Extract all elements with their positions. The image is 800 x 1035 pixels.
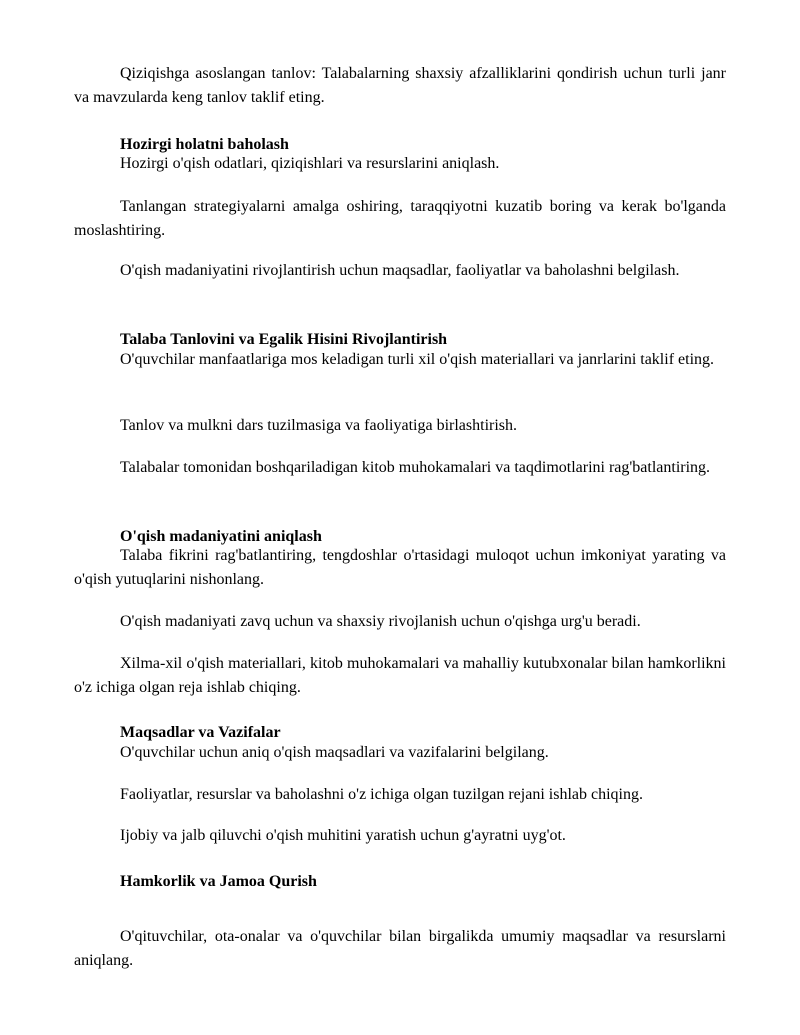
heading-goals-tasks: Maqsadlar va Vazifalar bbox=[120, 724, 281, 741]
paragraph-structured-plan: Faoliyatlar, resurslar va baholashni o'z ichiga olgan tuzilgan rejani ishlab chiqing. bbox=[120, 786, 643, 803]
heading-student-choice: Talaba Tanlovini va Egalik Hisini Rivojlantirish bbox=[120, 331, 448, 348]
paragraph-book-discussions: Talabalar tomonidan boshqariladigan kitob muhokamalari va taqdimotlarini rag'batlantiring. bbox=[120, 459, 711, 476]
paragraph-student-feedback: Talaba fikrini rag'batlantiring, tengdoshlar o'rtasidagi muloqot uchun imkoniyat yarating va o'qish yutuqlarini nishonlang. bbox=[74, 547, 726, 588]
heading-reading-culture: O'qish madaniyatini aniqlash bbox=[120, 528, 322, 545]
paragraph-define-goals: O'quvchilar uchun aniq o'qish maqsadlari va vazifalarini belgilang. bbox=[120, 744, 549, 761]
paragraph-positive-environment: Ijobiy va jalb qiluvchi o'qish muhitini yaratish uchun g'ayratni uyg'ot. bbox=[120, 827, 566, 844]
paragraph-develop-plan: Xilma-xil o'qish materiallari, kitob muhokamalari va mahalliy kutubxonalar bilan hamkorlikni o'z ichiga olgan reja ishlab chiqing. bbox=[74, 655, 726, 696]
paragraph-common-goals: O'qituvchilar, ota-onalar va o'quvchilar bilan birgalikda umumiy maqsadlar va resurslarni aniqlang. bbox=[74, 928, 726, 969]
paragraph-interest-based-choice: Qiziqishga asoslangan tanlov: Talabalarning shaxsiy afzalliklarini qondirish uchun turli janr va mavzularda keng tanlov taklif eting. bbox=[74, 65, 726, 106]
paragraph-set-goals: O'qish madaniyatini rivojlantirish uchun maqsadlar, faoliyatlar va baholashni belgilash. bbox=[120, 262, 680, 279]
paragraph-integrate-choice: Tanlov va mulkni dars tuzilmasiga va faoliyatiga birlashtirish. bbox=[120, 417, 518, 434]
paragraph-reading-enjoyment: O'qish madaniyati zavq uchun va shaxsiy rivojlanish uchun o'qishga urg'u beradi. bbox=[120, 613, 641, 630]
paragraph-current-habits: Hozirgi o'qish odatlari, qiziqishlari va resurslarini aniqlash. bbox=[120, 155, 500, 172]
heading-current-state: Hozirgi holatni baholash bbox=[120, 136, 289, 153]
paragraph-implement-strategies: Tanlangan strategiyalarni amalga oshiring, taraqqiyotni kuzatib boring va kerak bo'lganda moslashtiring. bbox=[74, 198, 726, 239]
heading-collaboration: Hamkorlik va Jamoa Qurish bbox=[120, 873, 317, 890]
paragraph-offer-materials: O'quvchilar manfaatlariga mos keladigan turli xil o'qish materiallari va janrlarini taklif eting. bbox=[120, 351, 715, 368]
